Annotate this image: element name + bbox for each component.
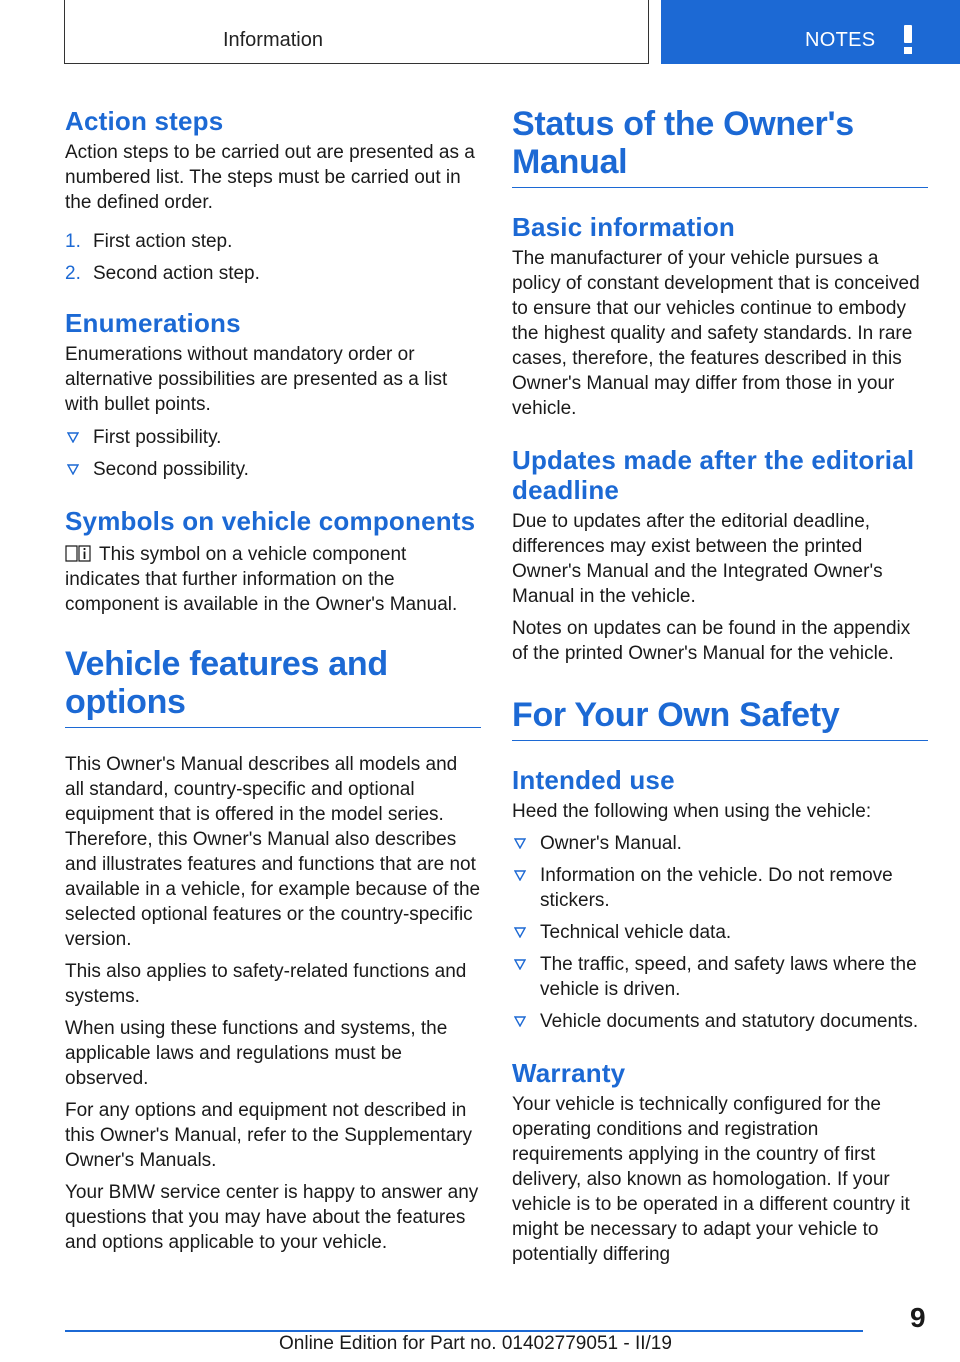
page-number: 9	[910, 1302, 926, 1333]
list-item	[512, 863, 928, 913]
footer-divider	[65, 1330, 863, 1332]
basic-info-body: The manufacturer of your vehicle pursues a policy of constant development that is conceived to ensure that our vehicles continue to embody the highest quality and safety standards. In rare cases, therefore, the features described in this Owner's Manual may differ from those in your vehicle.	[512, 248, 920, 419]
features-section	[65, 645, 481, 1255]
paragraph: For any options and equipment not described in this Owner's Manual, refer to the Supplementary Owner's Manuals.	[65, 1100, 473, 1171]
symbols-heading: Symbols on vehicle components	[65, 506, 476, 536]
enumerations-body: Enumerations without mandatory order or alternative possibilities are presented as a list with bullet points.	[65, 344, 448, 415]
intended-use-body: Heed the following when using the vehicle:	[512, 801, 872, 822]
bullet-text: First possibility.	[93, 427, 222, 448]
intended-use-section	[512, 765, 928, 1034]
page-header	[0, 0, 960, 66]
bullet-text: Vehicle documents and statutory documents.	[540, 1011, 919, 1032]
header-section-title: Information	[222, 29, 323, 51]
list-item	[512, 831, 928, 856]
paragraph: Notes on updates can be found in the appendix of the printed Owner's Manual for the vehicle.	[512, 618, 911, 664]
header-chapter-tab	[661, 0, 960, 64]
list-item	[65, 261, 481, 286]
safety-section	[512, 696, 928, 741]
enumerations-section	[65, 308, 481, 482]
intended-use-list	[512, 831, 928, 1034]
symbols-section	[65, 506, 481, 617]
warranty-body: Your vehicle is technically configured for the operating conditions and registration requirements applying in the country of first delivery, also known as homologation. If your vehicle is to be operated in a different country it might be necessary to adapt your vehicle to potentially differing	[512, 1094, 910, 1265]
header-section-box	[64, 0, 649, 64]
basic-info-heading: Basic information	[512, 212, 735, 242]
bullet-text: Owner's Manual.	[540, 833, 682, 854]
paragraph: Due to updates after the editorial deadline, differences may exist between the printed Owner's Manual and the Integrated Owner's Manual in the vehicle.	[512, 511, 883, 607]
paragraph: This also applies to safety-related functions and systems.	[65, 961, 467, 1007]
triangle-bullet-icon	[514, 959, 526, 970]
step-text: Second action step.	[93, 263, 260, 284]
features-heading: Vehicle features and options	[65, 645, 481, 728]
triangle-bullet-icon	[514, 1016, 526, 1027]
list-item	[65, 457, 481, 482]
list-item	[65, 425, 481, 450]
list-item	[512, 952, 928, 1002]
triangle-bullet-icon	[514, 838, 526, 849]
exclamation-icon	[901, 25, 915, 55]
enumerations-heading: Enumerations	[65, 308, 241, 338]
paragraph: When using these functions and systems, the applicable laws and regulations must be observed.	[65, 1018, 448, 1089]
action-steps-list	[65, 229, 481, 286]
warranty-section	[512, 1058, 928, 1267]
action-steps-heading: Action steps	[65, 106, 224, 136]
bullet-text: The traffic, speed, and safety laws where the vehicle is driven.	[540, 954, 917, 1000]
safety-heading: For Your Own Safety	[512, 696, 928, 741]
right-column	[512, 98, 928, 1267]
intended-use-heading: Intended use	[512, 765, 675, 795]
list-item	[512, 920, 928, 945]
footer-edition: Online Edition for Part no. 01402779051 - II/19	[279, 1333, 672, 1354]
symbols-body-text: This symbol on a vehicle component indicates that further information on the component is available in the Owner's Manual.	[65, 544, 458, 615]
step-number: 1.	[65, 231, 81, 252]
bullet-text: Technical vehicle data.	[540, 922, 732, 943]
triangle-bullet-icon	[514, 927, 526, 938]
list-item	[65, 229, 481, 254]
status-section	[512, 105, 928, 188]
action-steps-section	[65, 106, 481, 286]
symbols-body	[65, 542, 481, 617]
paragraph: This Owner's Manual describes all models and all standard, country-specific and optional equipment that is offered in the model series. Therefore, this Owner's Manual also describes and illustrates features and functions that are not available in a vehicle, for example because of the selected optional features or the country-specific version.	[65, 754, 481, 950]
enumerations-list	[65, 425, 481, 482]
step-number: 2.	[65, 263, 81, 284]
updates-heading: Updates made after the editorial deadline	[512, 445, 915, 505]
header-chapter-label: NOTES	[805, 29, 876, 51]
left-column	[65, 98, 481, 1255]
book-info-icon	[65, 544, 91, 562]
triangle-bullet-icon	[67, 464, 79, 475]
warranty-heading: Warranty	[512, 1058, 626, 1088]
features-text	[65, 752, 481, 1255]
list-item	[512, 1009, 928, 1034]
triangle-bullet-icon	[67, 432, 79, 443]
updates-section	[512, 445, 928, 666]
triangle-bullet-icon	[514, 870, 526, 881]
basic-info-section	[512, 212, 928, 421]
status-heading: Status of the Owner's Manual	[512, 105, 928, 188]
bullet-text: Second possibility.	[93, 459, 249, 480]
bullet-text: Information on the vehicle. Do not remove stickers.	[540, 865, 893, 911]
paragraph: Your BMW service center is happy to answer any questions that you may have about the features and options applicable to your vehicle.	[65, 1182, 479, 1253]
action-steps-body: Action steps to be carried out are presented as a numbered list. The steps must be carried out in the defined order.	[65, 142, 475, 213]
step-text: First action step.	[93, 231, 233, 252]
